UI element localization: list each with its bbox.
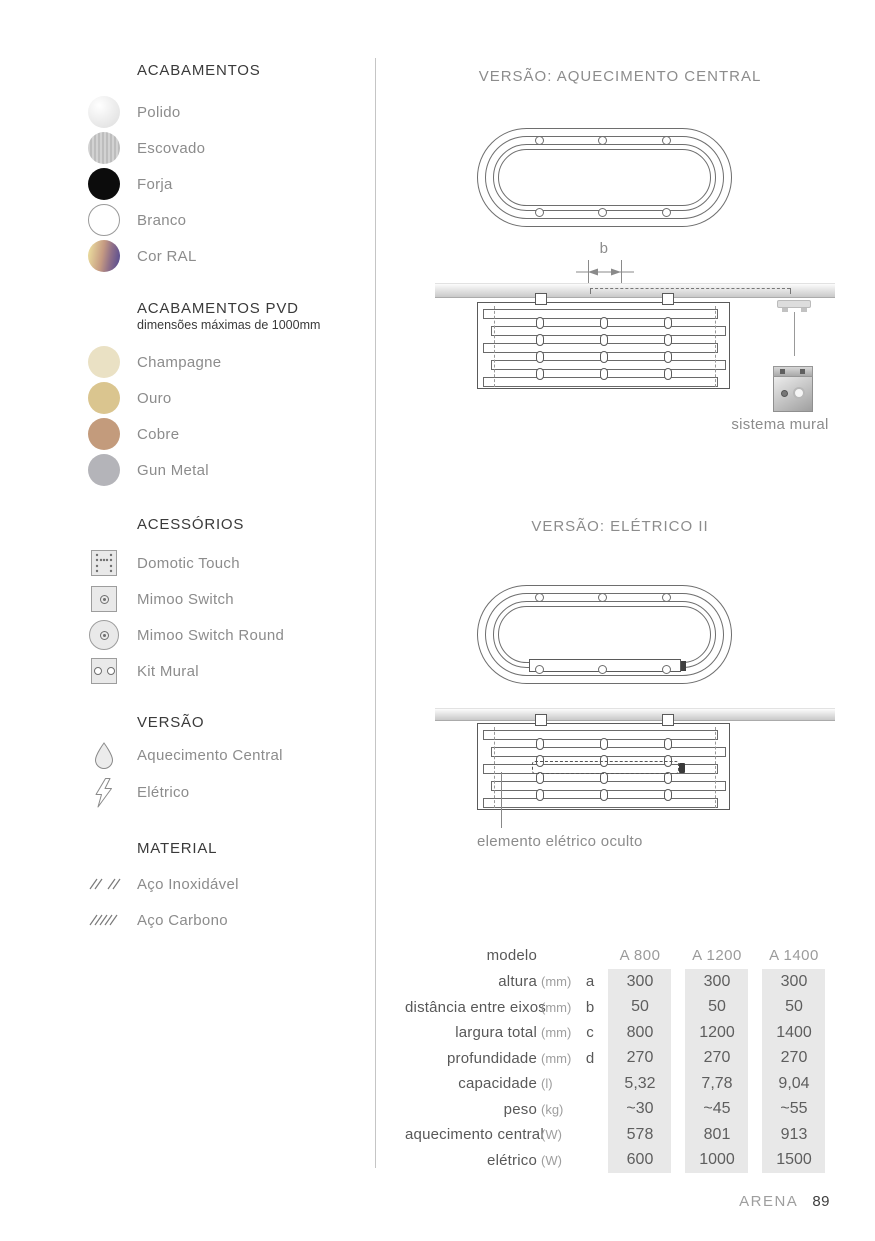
cobre-swatch-icon bbox=[88, 418, 120, 450]
table-header-row bbox=[405, 942, 827, 969]
champagne-swatch-icon bbox=[88, 346, 120, 378]
wall-bracket bbox=[777, 300, 811, 308]
row-label: altura bbox=[498, 973, 537, 991]
radiator-top-view-drawing bbox=[477, 128, 732, 227]
icon-cell bbox=[88, 913, 124, 927]
hidden-electric-element bbox=[532, 761, 679, 774]
electric-element-cap bbox=[681, 661, 686, 671]
cell-value: 578 bbox=[626, 1125, 654, 1143]
swatch-label: Gun Metal bbox=[137, 461, 209, 479]
large-knob bbox=[793, 387, 805, 399]
swatch-label: Polido bbox=[137, 103, 181, 121]
list-item bbox=[88, 545, 373, 581]
screw-hole bbox=[535, 136, 544, 145]
mount-tab bbox=[535, 293, 547, 305]
swatch-label: Cobre bbox=[137, 425, 180, 443]
versao-list bbox=[88, 737, 373, 811]
icon-cell bbox=[88, 741, 120, 771]
connector-stud bbox=[664, 738, 672, 750]
acabamentos-title: ACABAMENTOS bbox=[137, 62, 261, 79]
row-unit: (mm) bbox=[541, 974, 572, 990]
list-item bbox=[88, 617, 373, 653]
swatch-label: Escovado bbox=[137, 139, 206, 157]
swatch-label: Branco bbox=[137, 211, 187, 229]
oval-outline bbox=[498, 606, 711, 663]
small-knob bbox=[781, 390, 788, 397]
polido-swatch-icon bbox=[88, 96, 120, 128]
wall-bar bbox=[435, 283, 835, 298]
mount-tab bbox=[662, 714, 674, 726]
cell-value: 9,04 bbox=[778, 1074, 810, 1092]
connector-stud bbox=[600, 334, 608, 346]
versao-label: Elétrico bbox=[137, 784, 190, 801]
dimension-arrow bbox=[576, 266, 634, 278]
cell-value: 50 bbox=[708, 998, 726, 1016]
screw-hole bbox=[662, 593, 671, 602]
list-item bbox=[88, 344, 373, 380]
screw-hole bbox=[535, 593, 544, 602]
row-unit: (l) bbox=[541, 1076, 553, 1092]
hidden-rail-dashed-line bbox=[590, 288, 790, 289]
hidden-element-label: elemento elétrico oculto bbox=[477, 833, 643, 850]
mimoo-switch-round-icon bbox=[89, 620, 119, 650]
mural-system-label: sistema mural bbox=[731, 416, 829, 433]
material-label: Aço Inoxidável bbox=[137, 875, 239, 893]
branco-swatch-icon bbox=[88, 204, 120, 236]
connector-stud bbox=[536, 368, 544, 380]
cor-ral-swatch-icon bbox=[88, 240, 120, 272]
swatch-cor-ral bbox=[88, 240, 120, 272]
table-row bbox=[405, 1148, 827, 1174]
ouro-swatch-icon bbox=[88, 382, 120, 414]
cell-value: 1200 bbox=[699, 1023, 735, 1041]
connector-stud bbox=[600, 368, 608, 380]
bracket-leader-line bbox=[794, 312, 795, 356]
connector-stud bbox=[664, 368, 672, 380]
list-item bbox=[88, 130, 373, 166]
row-letter: a bbox=[585, 973, 595, 991]
row-unit: (kg) bbox=[541, 1101, 564, 1117]
row-unit: (W) bbox=[541, 1152, 562, 1168]
list-item bbox=[88, 416, 373, 452]
connector-stud bbox=[600, 351, 608, 363]
swatch-label: Champagne bbox=[137, 353, 222, 371]
swatch-label: Forja bbox=[137, 175, 173, 193]
row-unit: (W) bbox=[541, 1127, 562, 1143]
table-row bbox=[405, 969, 827, 995]
icon-cell bbox=[88, 777, 120, 809]
swatch-polido bbox=[88, 96, 120, 128]
connector-stud bbox=[536, 317, 544, 329]
swatch-label: Cor RAL bbox=[137, 247, 197, 265]
table-row bbox=[405, 1046, 827, 1072]
screw-hole bbox=[662, 136, 671, 145]
cell-value: ~55 bbox=[780, 1100, 808, 1118]
connector-stud bbox=[536, 351, 544, 363]
connector-stud bbox=[600, 738, 608, 750]
kit-mural-icon bbox=[91, 658, 117, 684]
accessory-label: Kit Mural bbox=[137, 662, 199, 680]
radiator-front-view-drawing bbox=[477, 302, 730, 389]
mural-system-photo bbox=[773, 366, 813, 412]
cell-value: 300 bbox=[780, 972, 808, 990]
screw-hole bbox=[535, 208, 544, 217]
mural-box-front bbox=[773, 377, 813, 412]
swatch-champagne bbox=[88, 346, 120, 378]
hatch-dense-icon bbox=[88, 913, 124, 927]
cell-value: 600 bbox=[626, 1151, 654, 1169]
column-header: A 1200 bbox=[692, 947, 742, 964]
spec-table bbox=[405, 942, 827, 1174]
column-header: A 1400 bbox=[769, 947, 819, 964]
table-row bbox=[405, 995, 827, 1021]
row-unit: (mm) bbox=[541, 1025, 572, 1041]
connector-stud bbox=[664, 351, 672, 363]
connector-stud bbox=[536, 738, 544, 750]
swatch-escovado bbox=[88, 132, 120, 164]
cell-value: 1500 bbox=[776, 1151, 812, 1169]
list-item bbox=[88, 581, 373, 617]
cell-value: 300 bbox=[703, 972, 731, 990]
list-item bbox=[88, 737, 373, 774]
list-item bbox=[88, 166, 373, 202]
screw-hole bbox=[662, 208, 671, 217]
oval-outline bbox=[498, 149, 711, 206]
acessorios-title: ACESSÓRIOS bbox=[137, 516, 245, 533]
element-leader-line bbox=[501, 772, 502, 828]
section1-title: VERSÃO: AQUECIMENTO CENTRAL bbox=[478, 68, 762, 85]
row-letter: d bbox=[585, 1049, 595, 1067]
table-row bbox=[405, 1122, 827, 1148]
cell-value: 50 bbox=[631, 998, 649, 1016]
escovado-swatch-icon bbox=[88, 132, 120, 164]
dashed-axis-line bbox=[715, 727, 716, 808]
page-number: 89 bbox=[812, 1193, 830, 1210]
forja-swatch-icon bbox=[88, 168, 120, 200]
cell-value: 1000 bbox=[699, 1151, 735, 1169]
section2-title: VERSÃO: ELÉTRICO II bbox=[531, 518, 709, 535]
list-item bbox=[88, 653, 373, 689]
screw-hole bbox=[598, 136, 607, 145]
slat bbox=[491, 781, 726, 791]
bullseye-glyph bbox=[100, 595, 109, 604]
swatch-gun-metal bbox=[88, 454, 120, 486]
mount-tab bbox=[662, 293, 674, 305]
row-label: aquecimento central bbox=[405, 1126, 544, 1144]
hatch-double-icon bbox=[88, 877, 124, 891]
connector-stud bbox=[536, 789, 544, 801]
cell-value: 913 bbox=[780, 1125, 808, 1143]
table-row bbox=[405, 1020, 827, 1046]
rail-tick bbox=[590, 288, 591, 294]
cell-value: 300 bbox=[626, 972, 654, 990]
versao-label: Aquecimento Central bbox=[137, 747, 283, 764]
connector-stud bbox=[600, 317, 608, 329]
icon-cell bbox=[88, 658, 120, 684]
list-item bbox=[88, 94, 373, 130]
page-footer bbox=[700, 1193, 830, 1210]
row-letter: c bbox=[586, 1024, 594, 1042]
cell-value: 1400 bbox=[776, 1023, 812, 1041]
table-row bbox=[405, 1097, 827, 1123]
cell-value: 7,78 bbox=[701, 1074, 733, 1092]
accessory-label: Mimoo Switch Round bbox=[137, 626, 285, 644]
rail-tick bbox=[790, 288, 791, 294]
icon-cell bbox=[88, 620, 120, 650]
connector-stud bbox=[664, 317, 672, 329]
versao-title: VERSÃO bbox=[137, 714, 205, 731]
gun-metal-swatch-icon bbox=[88, 454, 120, 486]
list-item bbox=[88, 902, 373, 938]
cell-value: 5,32 bbox=[624, 1074, 656, 1092]
cell-value: 800 bbox=[626, 1023, 654, 1041]
row-label: peso bbox=[503, 1100, 537, 1118]
list-item bbox=[88, 774, 373, 811]
screw-hole bbox=[598, 208, 607, 217]
screw-hole bbox=[598, 665, 607, 674]
list-item bbox=[88, 866, 373, 902]
brand-name: ARENA bbox=[739, 1193, 799, 1210]
row-unit: (mm) bbox=[541, 999, 572, 1015]
two-holes-glyph bbox=[94, 667, 115, 675]
dashed-axis-line bbox=[715, 306, 716, 387]
bullseye-glyph bbox=[100, 631, 109, 640]
accessory-label: Mimoo Switch bbox=[137, 590, 234, 608]
row-letter: b bbox=[585, 998, 595, 1016]
column-header: A 800 bbox=[619, 947, 661, 964]
row-unit: (mm) bbox=[541, 1050, 572, 1066]
screw-hole bbox=[535, 665, 544, 674]
row-label: capacidade bbox=[458, 1075, 537, 1093]
dashed-axis-line bbox=[494, 727, 495, 808]
cell-value: 801 bbox=[703, 1125, 731, 1143]
table-header-label: modelo bbox=[486, 947, 537, 964]
swatch-cobre bbox=[88, 418, 120, 450]
cell-value: 270 bbox=[780, 1049, 808, 1067]
screw-hole bbox=[662, 665, 671, 674]
swatch-forja bbox=[88, 168, 120, 200]
radiator-top-view-electric-drawing bbox=[477, 585, 732, 684]
lightning-icon bbox=[93, 777, 115, 809]
icon-cell bbox=[88, 877, 124, 891]
cell-value: 270 bbox=[626, 1049, 654, 1067]
row-label: profundidade bbox=[447, 1049, 537, 1067]
connector-stud bbox=[664, 334, 672, 346]
cell-value: 270 bbox=[703, 1049, 731, 1067]
screw-hole bbox=[598, 593, 607, 602]
icon-cell bbox=[88, 586, 120, 612]
domotic-touch-icon bbox=[91, 550, 117, 576]
acabamentos-list bbox=[88, 94, 373, 274]
row-label: distância entre eixos bbox=[405, 998, 546, 1016]
icon-cell bbox=[88, 550, 120, 576]
list-item bbox=[88, 380, 373, 416]
connector-stud bbox=[600, 789, 608, 801]
cell-value: ~45 bbox=[703, 1100, 731, 1118]
slat bbox=[491, 360, 726, 370]
swatch-ouro bbox=[88, 382, 120, 414]
acessorios-list bbox=[88, 545, 373, 689]
swatch-label: Ouro bbox=[137, 389, 172, 407]
hidden-electric-element-cap bbox=[679, 763, 685, 773]
acabamentos-pvd-title: ACABAMENTOS PVD bbox=[137, 300, 299, 317]
connector-stud bbox=[536, 334, 544, 346]
swatch-branco bbox=[88, 204, 120, 236]
acabamentos-pvd-list bbox=[88, 344, 373, 488]
wall-bar bbox=[435, 708, 835, 721]
accessory-label: Domotic Touch bbox=[137, 554, 240, 572]
row-label: largura total bbox=[455, 1024, 537, 1042]
material-label: Aço Carbono bbox=[137, 911, 228, 929]
acabamentos-pvd-subtitle: dimensões máximas de 1000mm bbox=[137, 318, 321, 332]
slat bbox=[491, 747, 726, 757]
slat bbox=[491, 326, 726, 336]
water-drop-icon bbox=[92, 741, 116, 771]
material-title: MATERIAL bbox=[137, 840, 218, 857]
cell-value: 50 bbox=[785, 998, 803, 1016]
list-item bbox=[88, 452, 373, 488]
cell-value: ~30 bbox=[626, 1100, 654, 1118]
connector-stud bbox=[664, 789, 672, 801]
vertical-divider bbox=[375, 58, 376, 1168]
mimoo-switch-icon bbox=[91, 586, 117, 612]
material-list bbox=[88, 866, 373, 938]
table-row bbox=[405, 1071, 827, 1097]
dimension-b-label: b bbox=[599, 240, 609, 257]
list-item bbox=[88, 202, 373, 238]
row-label: elétrico bbox=[487, 1151, 537, 1169]
mural-box-top bbox=[773, 366, 813, 377]
dashed-axis-line bbox=[494, 306, 495, 387]
list-item bbox=[88, 238, 373, 274]
mount-tab bbox=[535, 714, 547, 726]
